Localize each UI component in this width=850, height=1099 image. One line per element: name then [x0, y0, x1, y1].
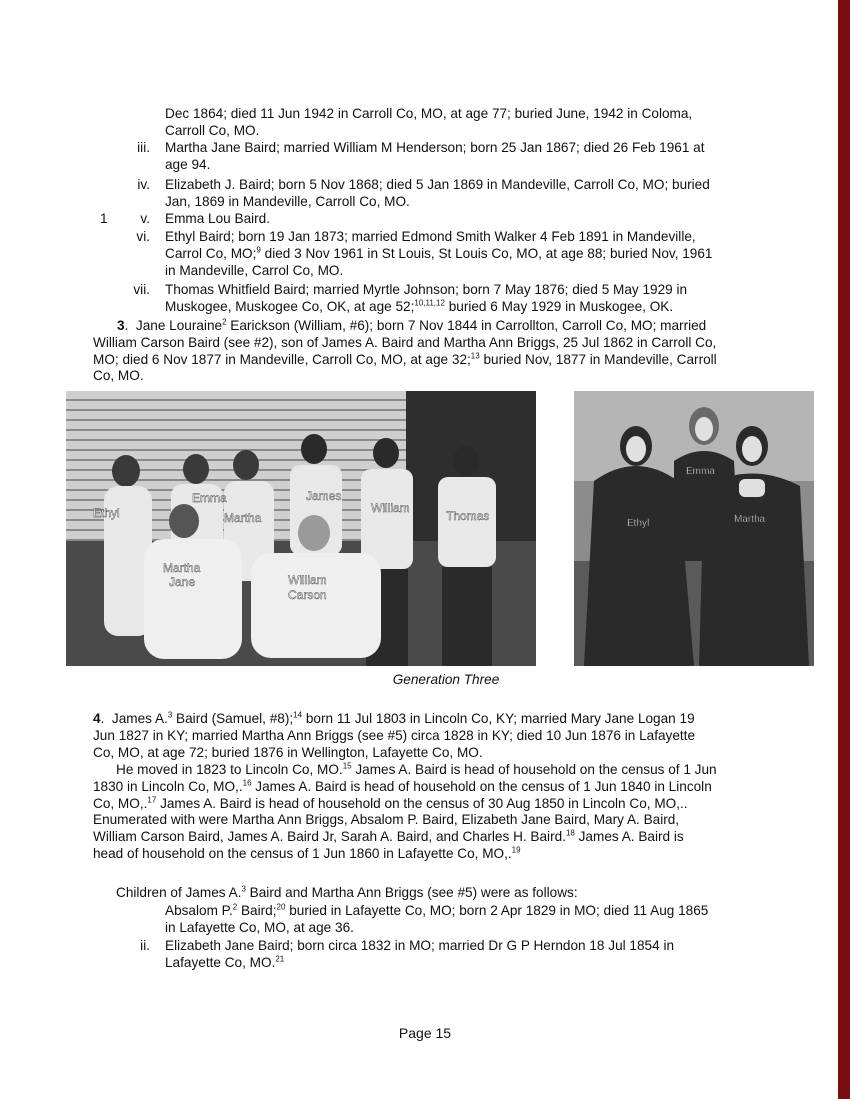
photo-label: Martha	[163, 561, 201, 575]
text-span: buried 6 May 1929 in Muskogee, OK.	[444, 298, 674, 314]
text-span: Children of James A.	[116, 885, 242, 900]
children-intro	[116, 885, 578, 902]
list-marker: iv.	[137, 177, 150, 192]
list-marker: iii.	[137, 140, 150, 155]
photo-label: Emma	[192, 491, 227, 505]
text-line: age 94.	[165, 156, 211, 172]
text-line: Thomas Whitfield Baird; married Myrtle Johnson; born 7 May 1876; died 5 May 1929 in	[165, 282, 688, 297]
text-line: Jan, 1869 in Mandeville, Carroll Co, MO.	[165, 193, 410, 209]
text-span: Baird and Martha Ann Briggs (see #5) were as follows:	[245, 885, 578, 900]
sisters-photo	[574, 391, 814, 666]
text-span: William Carson Baird, James A. Baird Jr, Sarah A. Baird, and Charles H. Baird.	[93, 829, 566, 845]
generation-number: 3	[167, 710, 173, 720]
footnote-ref: 9	[256, 245, 261, 255]
text-span: died 3 Nov 1961 in St Louis, St Louis Co, MO, at age 88; buried Nov, 1961	[260, 245, 713, 261]
text-span: He moved in 1823 to Lincoln Co, MO.	[116, 762, 343, 777]
person-name: Absalom P.	[165, 903, 233, 918]
photo-label: Ethyl	[627, 518, 650, 529]
text-span: James A. Baird is	[574, 829, 684, 845]
footnote-ref: 16	[242, 778, 252, 788]
photo-label: Martha	[734, 514, 766, 525]
photo-label: Thomas	[446, 509, 490, 523]
text-span: 1830 in Lincoln Co, MO,.	[93, 778, 243, 794]
list-marker: vi.	[136, 229, 150, 244]
text-span: buried Nov, 1877 in Mandeville, Carroll	[479, 351, 717, 367]
text-span: Co, MO,.	[93, 795, 148, 811]
text-span: born 11 Jul 1803 in Lincoln Co, KY; married Mary Jane Logan 19	[302, 711, 695, 726]
person-name: James A.	[111, 711, 168, 726]
photo-label: William	[288, 573, 327, 587]
photo-label: Ethyl	[93, 506, 120, 520]
text-line: in Lafayette Co, MO, at age 36.	[165, 919, 354, 935]
footnote-ref: 13	[470, 351, 480, 361]
text-line: Emma Lou Baird.	[165, 211, 271, 226]
text-span: James A. Baird is head of household on the census of 1 Jun	[351, 762, 717, 777]
list-marker: vii.	[133, 282, 150, 297]
photo-label: Martha	[224, 511, 262, 525]
footnote-ref: 14	[293, 710, 303, 720]
text-line: Co, MO, at age 72; buried 1876 in Wellington, Lafayette Co, MO.	[93, 744, 483, 760]
page-border	[838, 0, 850, 1099]
footnote-ref: 15	[342, 761, 352, 771]
text-line: Elizabeth Jane Baird; born circa 1832 in MO; married Dr G P Herndon 18 Jul 1854 in	[165, 938, 675, 953]
sisters-photo-graphic	[574, 391, 814, 666]
text-line: Carroll Co, MO.	[165, 122, 260, 138]
text-line: William Carson Baird (see #2), son of James A. Baird and Martha Ann Briggs, 25 Jul 1862 in Carroll Co,	[93, 334, 717, 350]
text-span: Earickson (William, #6); born 7 Nov 1844 in Carrollton, Carroll Co, MO; married	[226, 318, 707, 333]
entry-4-narrative	[93, 762, 717, 863]
photo-label: Emma	[686, 466, 715, 477]
entry-4: 4. James A.$^3$ Baird (Samuel, #8);$^{14}$ born 11 Jul 1803 in Lincoln Co, KY; married Mary Jane Logan 19 Jun 1827 in KY; married Martha Ann Briggs (see #5) circa 1828 in KY; died 10 Jun 1876 in Lafayette Co, MO, at age 72; buried 1876 in Wellington, Lafayette Co, MO.	[93, 710, 696, 760]
generation-number: 2	[232, 902, 238, 912]
child-entry-i	[165, 903, 708, 937]
text-line: Dec 1864; died 11 Jun 1942 in Carroll Co, MO, at age 77; buried June, 1942 in Coloma,	[165, 106, 693, 121]
text-span: Lafayette Co, MO.	[165, 954, 276, 970]
list-marker: v.	[140, 211, 150, 226]
text-line: in Mandeville, Carrol Co, MO.	[165, 262, 344, 278]
footnote-ref: 10,11,12	[414, 298, 445, 308]
photo-label: James	[306, 489, 342, 503]
text-span: Baird;	[237, 903, 277, 918]
text-line: Elizabeth J. Baird; born 5 Nov 1868; died 5 Jan 1869 in Mandeville, Carroll Co, MO; buried	[165, 177, 710, 192]
text-span: Baird (Samuel, #8);	[172, 711, 294, 726]
entry-number: 3	[117, 318, 125, 333]
photo-label: Jane	[169, 575, 196, 589]
family-group-photo	[66, 391, 536, 666]
footnote-ref: 17	[147, 795, 157, 805]
photo-label: Carson	[288, 588, 327, 602]
footnote-ref: 18	[565, 828, 575, 838]
text-span: head of household on the census of 1 Jun 1860 in Lafayette Co, MO,.	[93, 845, 512, 861]
list-marker: ii.	[140, 938, 150, 953]
text-line: Ethyl Baird; born 19 Jan 1873; married Edmond Smith Walker 4 Feb 1891 in Mandeville,	[165, 229, 696, 244]
entry-number: 4	[93, 711, 101, 726]
descendant-number: 1	[100, 211, 108, 226]
text-span: buried in Lafayette Co, MO; born 2 Apr 1829 in MO; died 11 Aug 1865	[285, 903, 709, 918]
text-span: Muskogee, Muskogee Co, OK, at age 52;	[165, 298, 415, 314]
generation-number: 2	[222, 317, 227, 327]
footnote-ref: 19	[511, 845, 521, 855]
text-line: Enumerated with were Martha Ann Briggs, Absalom P. Baird, Elizabeth Jane Baird, Mary A. Baird,	[93, 812, 680, 828]
photo-label: William	[371, 501, 410, 515]
footnote-ref: 21	[275, 954, 285, 964]
page-number: Page 15	[398, 1025, 452, 1041]
generation-number: 3	[241, 884, 246, 894]
footnote-ref: 20	[276, 902, 286, 912]
person-name: Jane Louraine	[135, 318, 223, 333]
family-group-photo-graphic	[66, 391, 536, 666]
entry-3: 3. Jane Louraine$^2$ Earickson (William, #6); born 7 Nov 1844 in Carrollton, Carroll Co, MO; married William Carson Baird (see #2), son of James A. Baird and Martha Ann Briggs, 25 Jul 1862 in Carroll Co, MO; died 6 Nov 1877 in Mandeville, Carroll Co, MO, at age 32;$^{13}$ buried Nov, 1877 in Mandeville, Carroll Co, MO.	[93, 317, 717, 384]
text-span: MO; died 6 Nov 1877 in Mandeville, Carroll Co, MO, at age 32;	[93, 351, 471, 367]
text-line: Jun 1827 in KY; married Martha Ann Briggs (see #5) circa 1828 in KY; died 10 Jun 1876 in Lafayette	[93, 727, 696, 743]
text-line: Martha Jane Baird; married William M Henderson; born 25 Jan 1867; died 26 Feb 1961 at	[165, 140, 705, 155]
text-span: James A. Baird is head of household on the census of 1 Jun 1840 in Lincoln	[251, 778, 712, 794]
photo-caption: Generation Three	[392, 672, 500, 687]
text-span: James A. Baird is head of household on the census of 30 Aug 1850 in Lincoln Co, MO,..	[156, 795, 688, 811]
text-span: Carrol Co, MO;	[165, 245, 257, 261]
text-line: Co, MO.	[93, 368, 144, 384]
top-continuation	[165, 106, 692, 140]
